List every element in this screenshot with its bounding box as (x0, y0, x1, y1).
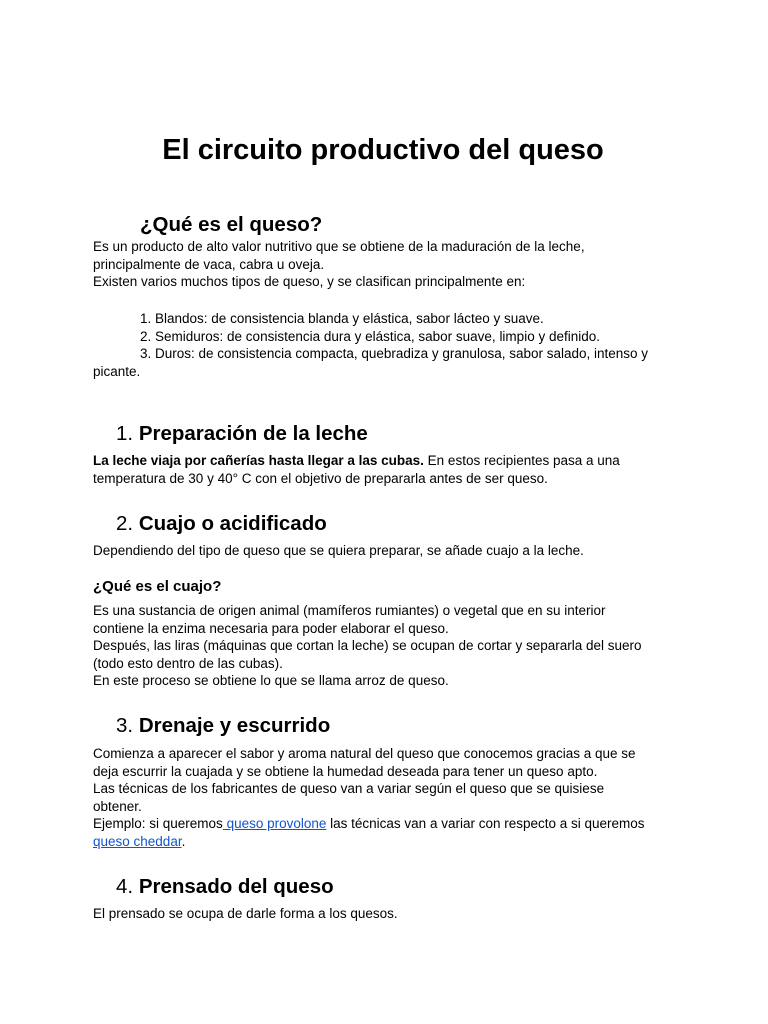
section-title: Cuajo o acidificado (138, 512, 327, 535)
section-1-heading (116, 420, 368, 448)
text: temperatura de 30 y 40° C con el objetivo de prepararla antes de ser queso. (93, 470, 548, 486)
text: obtener. (93, 798, 142, 814)
text: contiene la enzima necesaria para poder elaborar el queso. (93, 620, 449, 636)
intro-line: Es un producto de alto valor nutritivo que se obtiene de la maduración de la leche, (93, 239, 585, 254)
intro-paragraph (93, 238, 683, 291)
section-title: Preparación de la leche (138, 422, 368, 445)
intro-line: principalmente de vaca, cabra u oveja. (93, 256, 325, 272)
text: . (181, 833, 186, 849)
text: Comienza a aparecer el sabor y aroma natural del queso que conocemos gracias a que se (93, 746, 636, 761)
text: las técnicas van a variar con respecto a si queremos (326, 816, 645, 832)
section-4-paragraph (93, 905, 683, 923)
bold-lead: La leche viaja por cañerías hasta llegar a las cubas. (93, 453, 424, 468)
section-number: 2. (116, 512, 134, 535)
section-number: 1. (116, 422, 134, 445)
text: Las técnicas de los fabricantes de queso van a variar según el queso que se quisiese (93, 781, 605, 797)
section-number: 4. (116, 875, 134, 898)
text: Dependiendo del tipo de queso que se quiera preparar, se añade cuajo a la leche. (93, 543, 584, 558)
section-1-paragraph (93, 452, 683, 487)
text: Después, las liras (máquinas que cortan la leche) se ocupan de cortar y separarla del suero (93, 638, 642, 654)
text: En este proceso se obtiene lo que se llama arroz de queso. (93, 673, 449, 689)
list-item: 3. Duros: de consistencia compacta, quebradiza y granulosa, sabor salado, intenso y (140, 346, 649, 362)
section-2-heading (116, 510, 327, 538)
text: Es una sustancia de origen animal (mamíferos rumiantes) o vegetal que en su interior (93, 603, 606, 618)
queso-provolone-link[interactable]: queso provolone (222, 816, 327, 832)
text: Ejemplo: si queremos (93, 816, 223, 832)
list-item: 1. Blandos: de consistencia blanda y elástica, sabor lácteo y suave. (140, 311, 544, 326)
section-3-heading (116, 712, 330, 740)
section-title: Drenaje y escurrido (138, 714, 331, 737)
text: deja escurrir la cuajada y se obtiene la humedad deseada para tener un queso apto. (93, 763, 598, 779)
section-title: Prensado del queso (138, 875, 334, 898)
section-number: 3. (116, 714, 134, 737)
intro-line: Existen varios muchos tipos de queso, y se clasifican principalmente en: (93, 274, 526, 290)
cuajo-subheading: ¿Qué es el cuajo? (93, 578, 222, 595)
cuajo-paragraph (93, 602, 683, 690)
queso-cheddar-link[interactable]: queso cheddar (93, 833, 182, 849)
section-4-heading (116, 873, 334, 901)
list-item: 2. Semiduros: de consistencia dura y elástica, sabor suave, limpio y definido. (140, 328, 600, 344)
cheese-types-list (93, 310, 683, 380)
text: (todo esto dentro de las cubas). (93, 655, 283, 671)
text: El prensado se ocupa de darle forma a los quesos. (93, 906, 398, 921)
document-title: El circuito productivo del queso (162, 134, 604, 166)
section-2-paragraph (93, 542, 683, 560)
list-item-continuation: picante. (93, 363, 141, 379)
text: En estos recipientes pasa a una (423, 453, 620, 468)
section-3-paragraph (93, 745, 683, 851)
intro-heading: ¿Qué es el queso? (140, 213, 323, 236)
